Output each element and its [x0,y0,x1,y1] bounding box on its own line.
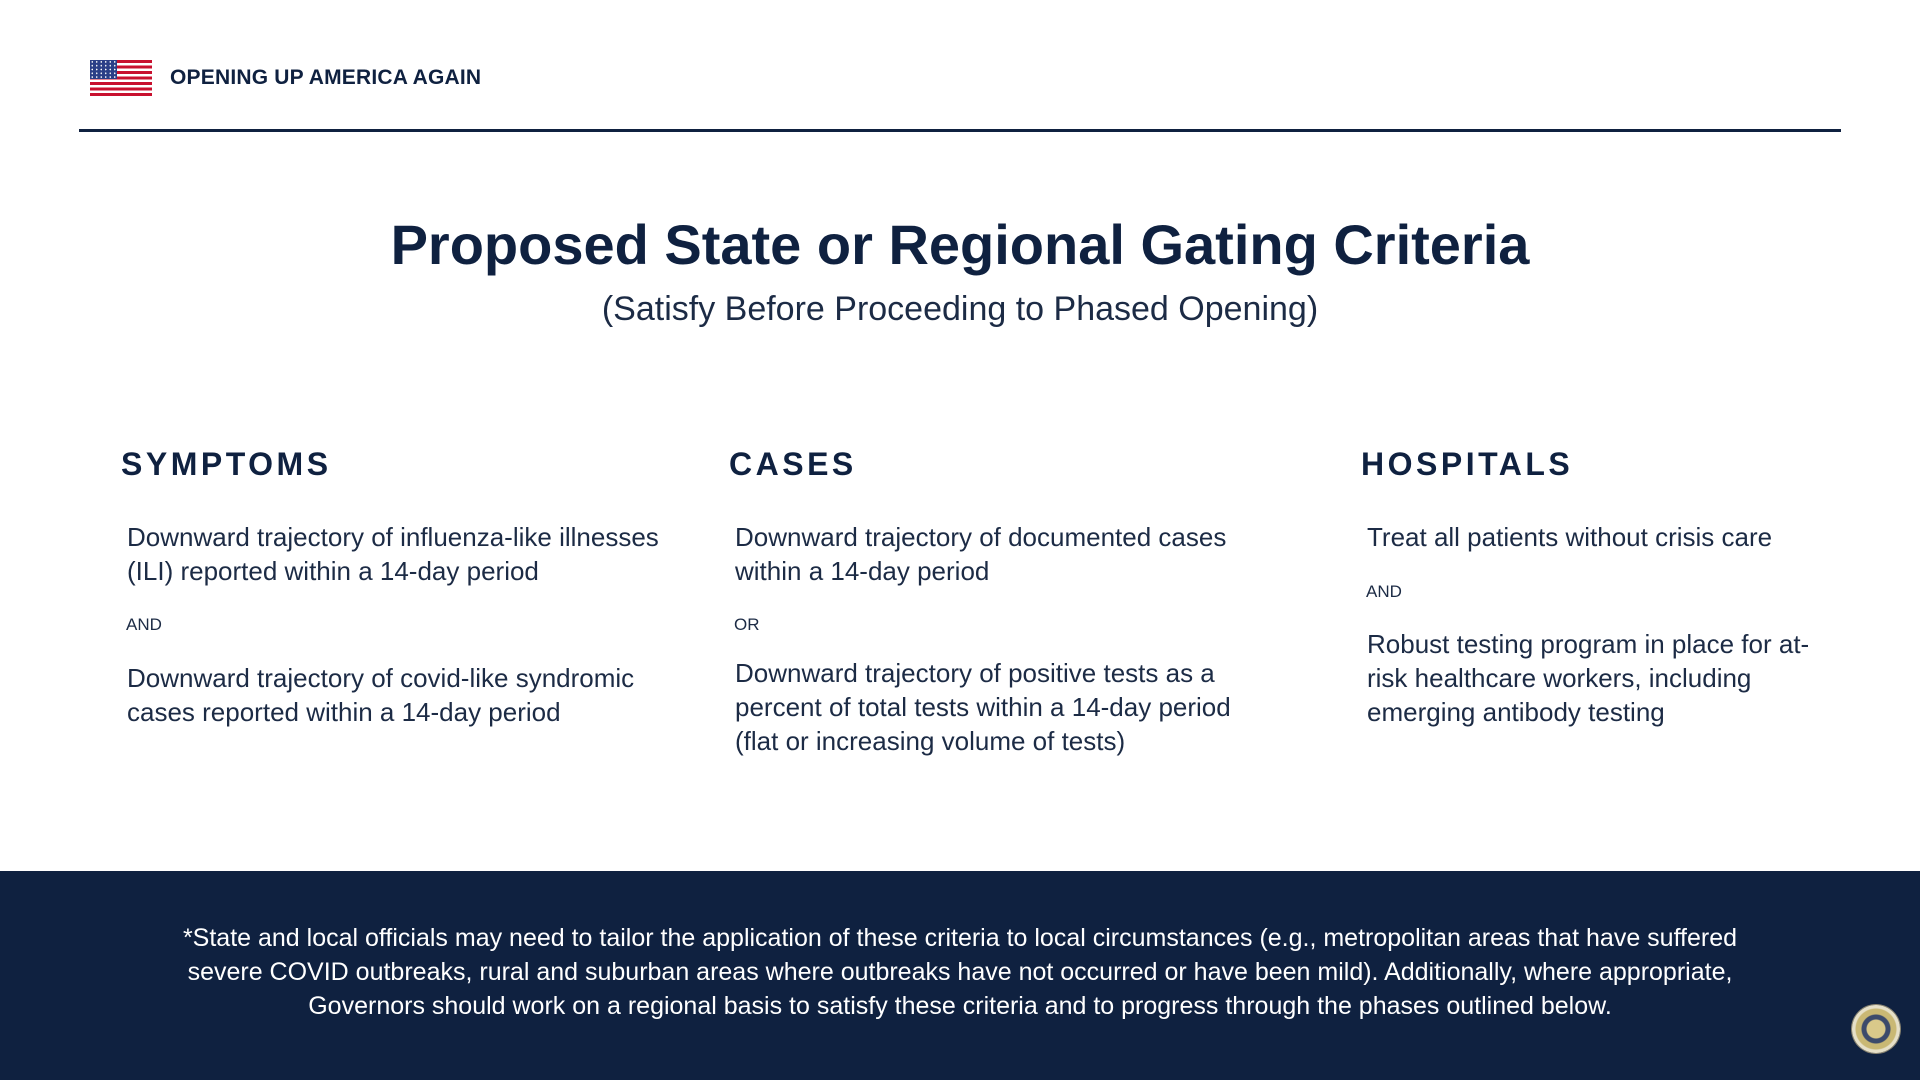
column-cases [729,446,857,483]
criterion-text: Downward trajectory of positive tests as a percent of total tests within a 14-day period (flat or increasing volume of tests) [735,658,1231,756]
footer-banner [0,871,1920,1080]
column-hospitals [1361,446,1573,483]
criterion-text: Robust testing program in place for at-risk healthcare workers, including emerging antibody testing [1367,629,1810,727]
column-heading: CASES [729,446,857,482]
criterion-text: Downward trajectory of influenza-like illnesses (ILI) reported within a 14-day period [127,522,659,586]
footnote: *State and local officials may need to tailor the application of these criteria to local circumstances (e.g., metropolitan areas that have suffered severe COVID outbreaks, rural and suburban areas where outbreaks have not occurred or have been mild). Additionally, where appropriate, Governors should work on a regional basis to satisfy these criteria and to progress through the phases outlined below. [182,924,1738,1020]
header [90,60,481,96]
connector-label: OR [734,615,760,634]
header-divider [79,129,1841,132]
us-flag-icon [90,60,152,96]
criterion-text: Treat all patients without crisis care [1367,522,1773,552]
criterion-text: Downward trajectory of covid-like syndromic cases reported within a 14-day period [127,663,635,727]
column-heading: HOSPITALS [1361,446,1574,482]
page-title: Proposed State or Regional Gating Criteria [390,213,1530,276]
criterion-text: Downward trajectory of documented cases within a 14-day period [735,522,1227,586]
column-heading: SYMPTOMS [121,446,332,482]
presidential-seal-icon [1852,1005,1900,1053]
column-symptoms [121,446,332,483]
page-subtitle: (Satisfy Before Proceeding to Phased Opening) [601,290,1319,328]
connector-label: AND [126,615,162,634]
connector-label: AND [1366,582,1402,601]
header-title: OPENING UP AMERICA AGAIN [170,66,482,89]
